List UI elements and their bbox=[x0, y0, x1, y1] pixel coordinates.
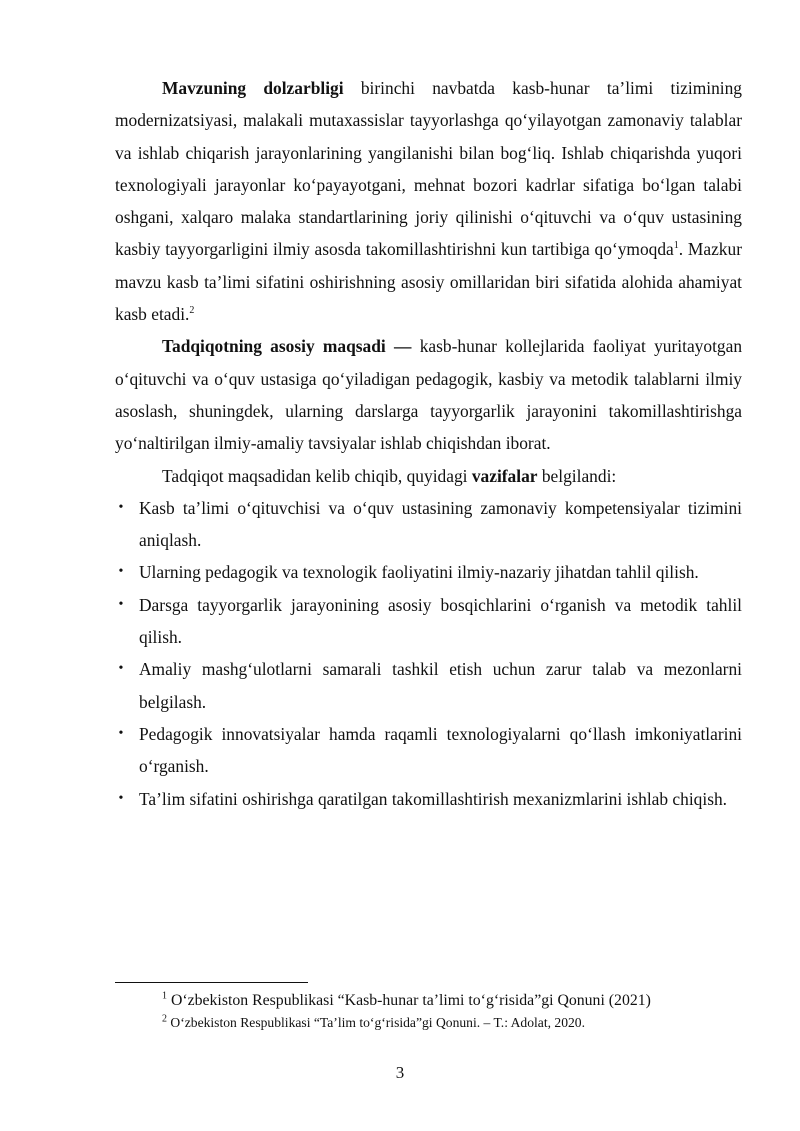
tasks-intro-after: belgilandi: bbox=[537, 465, 617, 486]
bullet-icon: • bbox=[118, 499, 124, 515]
body-text bbox=[115, 72, 742, 815]
relevance-paragraph bbox=[115, 72, 742, 330]
footnote-2-number: 2 bbox=[162, 1013, 167, 1025]
bullet-icon: • bbox=[118, 790, 124, 806]
tasks-intro-paragraph bbox=[115, 460, 742, 492]
footnote-ref-2[interactable]: 2 bbox=[189, 305, 195, 317]
footnote-1-number: 1 bbox=[162, 990, 167, 1002]
footnotes bbox=[115, 991, 742, 1033]
tasks-intro-bold: vazifalar bbox=[471, 465, 538, 486]
list-item-text: Ta’lim sifatini oshirishga qaratilgan takomillashtirish mexanizmlarini ishlab chiqish. bbox=[139, 788, 728, 809]
list-item-text: Kasb ta’limi o‘qituvchisi va o‘quv ustasining zamonaviy kompetensiyalar tizimini aniqlash. bbox=[139, 497, 742, 551]
relevance-text: birinchi navbatda kasb-hunar ta’limi tizimining modernizatsiyasi, malakali mutaxassislar tayyorlashga qo‘yilayotgan zamonaviy talablar va ishlab chiqarish jarayonlarining yangilanishi bilan bog‘liq. Ishlab chiqarishda yuqori texnologiyali jarayonlar ko‘payayotgani, mehnat bozori kadrlar sifatiga bo‘lgan talabi oshgani, xalqaro malaka standartlarining joriy qilinishi o‘qituvchi va o‘quv ustasining kasbiy tayyorgarligini ilmiy asosda takomillashtirishni kun tartibiga qo‘ymoqda bbox=[115, 78, 743, 260]
footnote-2-text: O‘zbekiston Respublikasi “Ta’lim to‘g‘risida”gi Qonuni. – T.: Adolat, 2020. bbox=[167, 1015, 585, 1030]
list-item bbox=[115, 653, 742, 718]
relevance-heading: Mavzuning dolzarbligi bbox=[162, 78, 344, 98]
aim-heading: Tadqiqotning asosiy maqsadi — bbox=[162, 336, 412, 357]
list-item bbox=[115, 556, 742, 588]
list-item-text: Ularning pedagogik va texnologik faoliyatini ilmiy-nazariy jihatdan tahlil qilish. bbox=[139, 562, 699, 583]
page-number: 3 bbox=[395, 1063, 405, 1082]
list-item bbox=[115, 783, 742, 815]
bullet-icon: • bbox=[118, 564, 124, 580]
list-item-text: Darsga tayyorgarlik jarayonining asosiy bosqichlarini o‘rganish va metodik tahlil qilish. bbox=[139, 594, 742, 648]
bullet-icon: • bbox=[118, 661, 124, 677]
tasks-intro-text: Tadqiqot maqsadidan kelib chiqib, quyidagi bbox=[162, 465, 472, 486]
list-item bbox=[115, 492, 742, 557]
bullet-icon: • bbox=[118, 596, 124, 612]
relevance-text-continued: . Mazkur mavzu kasb ta’limi sifatini oshirishning asosiy omillaridan biri sifatida alohida ahamiyat kasb etadi. bbox=[115, 239, 742, 325]
footnote-1 bbox=[115, 991, 742, 1011]
list-item-text: Pedagogik innovatsiyalar hamda raqamli texnologiyalarni qo‘llash imkoniyatlarini o‘rganish. bbox=[139, 723, 742, 777]
footnote-ref-1[interactable]: 1 bbox=[673, 240, 679, 252]
bullet-icon: • bbox=[118, 725, 124, 741]
list-item-text: Amaliy mashg‘ulotlarni samarali tashkil etish uchun zarur talab va mezonlarni belgilash. bbox=[139, 659, 742, 712]
aim-text: kasb-hunar kollejlarida faoliyat yuritayotgan o‘qituvchi va o‘quv ustasiga qo‘yiladigan pedagogik, kasbiy va metodik talablarni ilmiy asoslash, shuningdek, ularning darslarga tayyorgarlik jarayonini takomillashtirishga yo‘naltirilgan ilmiy-amaliy tavsiyalar ishlab chiqishdan iborat. bbox=[115, 336, 743, 454]
footnote-separator bbox=[115, 982, 308, 983]
footnote-2 bbox=[115, 1013, 742, 1033]
footnote-1-text: O‘zbekiston Respublikasi “Kasb-hunar ta’limi to‘g‘risida”gi Qonuni (2021) bbox=[167, 992, 651, 1009]
tasks-list bbox=[115, 492, 742, 815]
list-item bbox=[115, 718, 742, 783]
list-item bbox=[115, 589, 742, 654]
aim-paragraph bbox=[115, 330, 742, 459]
